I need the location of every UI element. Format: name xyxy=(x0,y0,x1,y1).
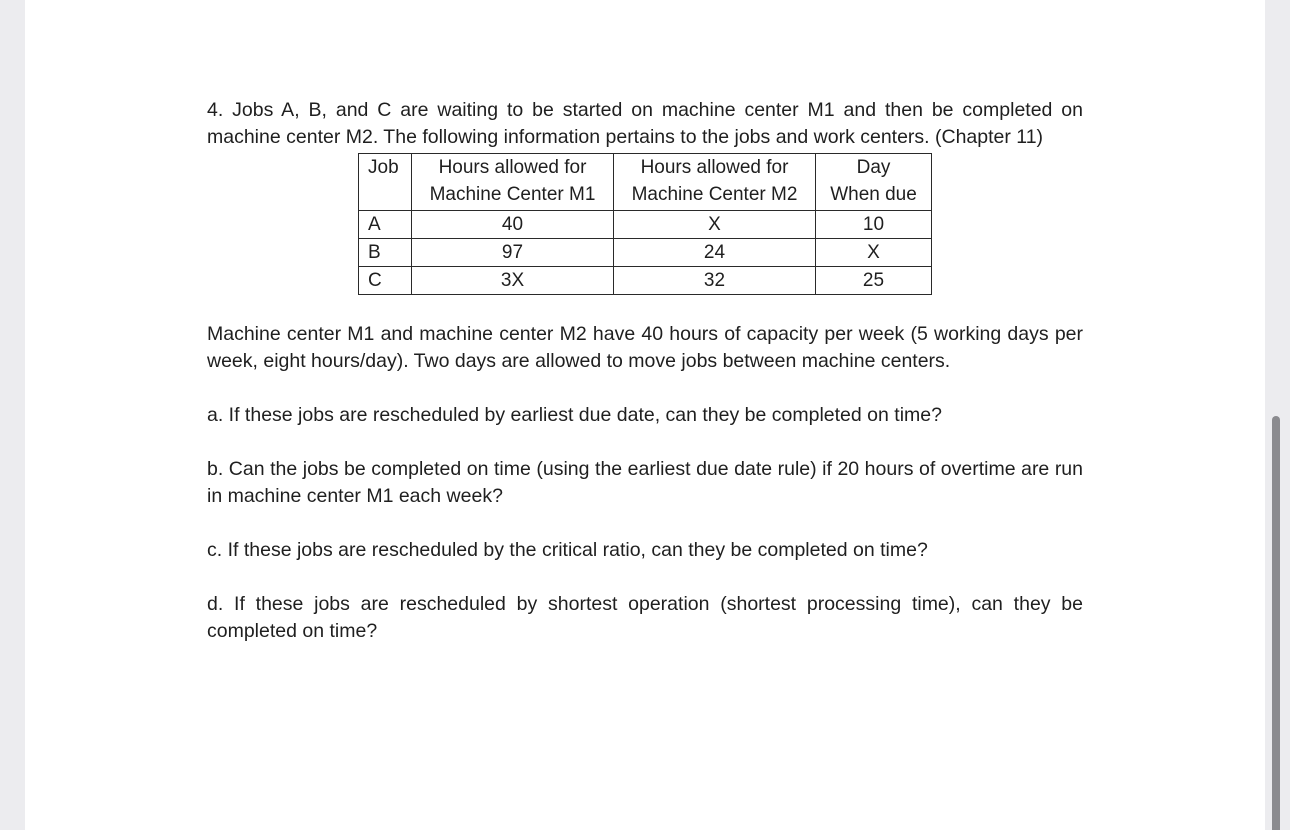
cell-m1-hours: 40 xyxy=(412,211,614,239)
cell-job: C xyxy=(359,267,412,295)
jobs-table xyxy=(358,153,932,295)
cell-job: A xyxy=(359,211,412,239)
header-m2 xyxy=(614,154,816,211)
question-content xyxy=(207,97,1083,645)
table-row xyxy=(359,267,932,295)
part-d: d. If these jobs are rescheduled by shortest operation (shortest processing time), can they be completed on time? xyxy=(207,593,1083,642)
spacer xyxy=(207,510,1083,537)
header-m2-line2: Machine Center M2 xyxy=(631,184,798,205)
header-m1-line2: Machine Center M1 xyxy=(429,184,596,205)
header-job: Job xyxy=(359,154,412,211)
spacer xyxy=(207,429,1083,456)
header-due-line1: Day xyxy=(856,157,891,178)
header-m1-line1: Hours allowed for xyxy=(438,157,587,178)
cell-m2-hours: X xyxy=(614,211,816,239)
question-intro: 4. Jobs A, B, and C are waiting to be started on machine center M1 and then be completed on machine center M2. The following information pertains to the jobs and work centers. (Chapter 11) xyxy=(207,99,1083,148)
table-row xyxy=(359,211,932,239)
cell-m1-hours: 3X xyxy=(412,267,614,295)
spacer xyxy=(207,375,1083,402)
table-row xyxy=(359,239,932,267)
cell-m1-hours: 97 xyxy=(412,239,614,267)
header-m1 xyxy=(412,154,614,211)
scrollbar-thumb[interactable] xyxy=(1272,416,1280,830)
header-due-line2: When due xyxy=(830,184,917,205)
cell-due-day: 25 xyxy=(816,267,932,295)
cell-job: B xyxy=(359,239,412,267)
part-b: b. Can the jobs be completed on time (using the earliest due date rule) if 20 hours of overtime are run in machine center M1 each week? xyxy=(207,458,1083,507)
part-a: a. If these jobs are rescheduled by earliest due date, can they be completed on time? xyxy=(207,404,942,426)
capacity-paragraph: Machine center M1 and machine center M2 have 40 hours of capacity per week (5 working days per week, eight hours/day). Two days are allowed to move jobs between machine centers. xyxy=(207,323,1083,372)
header-due xyxy=(816,154,932,211)
cell-due-day: X xyxy=(816,239,932,267)
cell-due-day: 10 xyxy=(816,211,932,239)
table-header-row xyxy=(359,154,932,211)
spacer xyxy=(207,295,1083,321)
header-m2-line1: Hours allowed for xyxy=(640,157,789,178)
cell-m2-hours: 32 xyxy=(614,267,816,295)
part-c: c. If these jobs are rescheduled by the critical ratio, can they be completed on time? xyxy=(207,539,928,561)
spacer xyxy=(207,564,1083,591)
cell-m2-hours: 24 xyxy=(614,239,816,267)
